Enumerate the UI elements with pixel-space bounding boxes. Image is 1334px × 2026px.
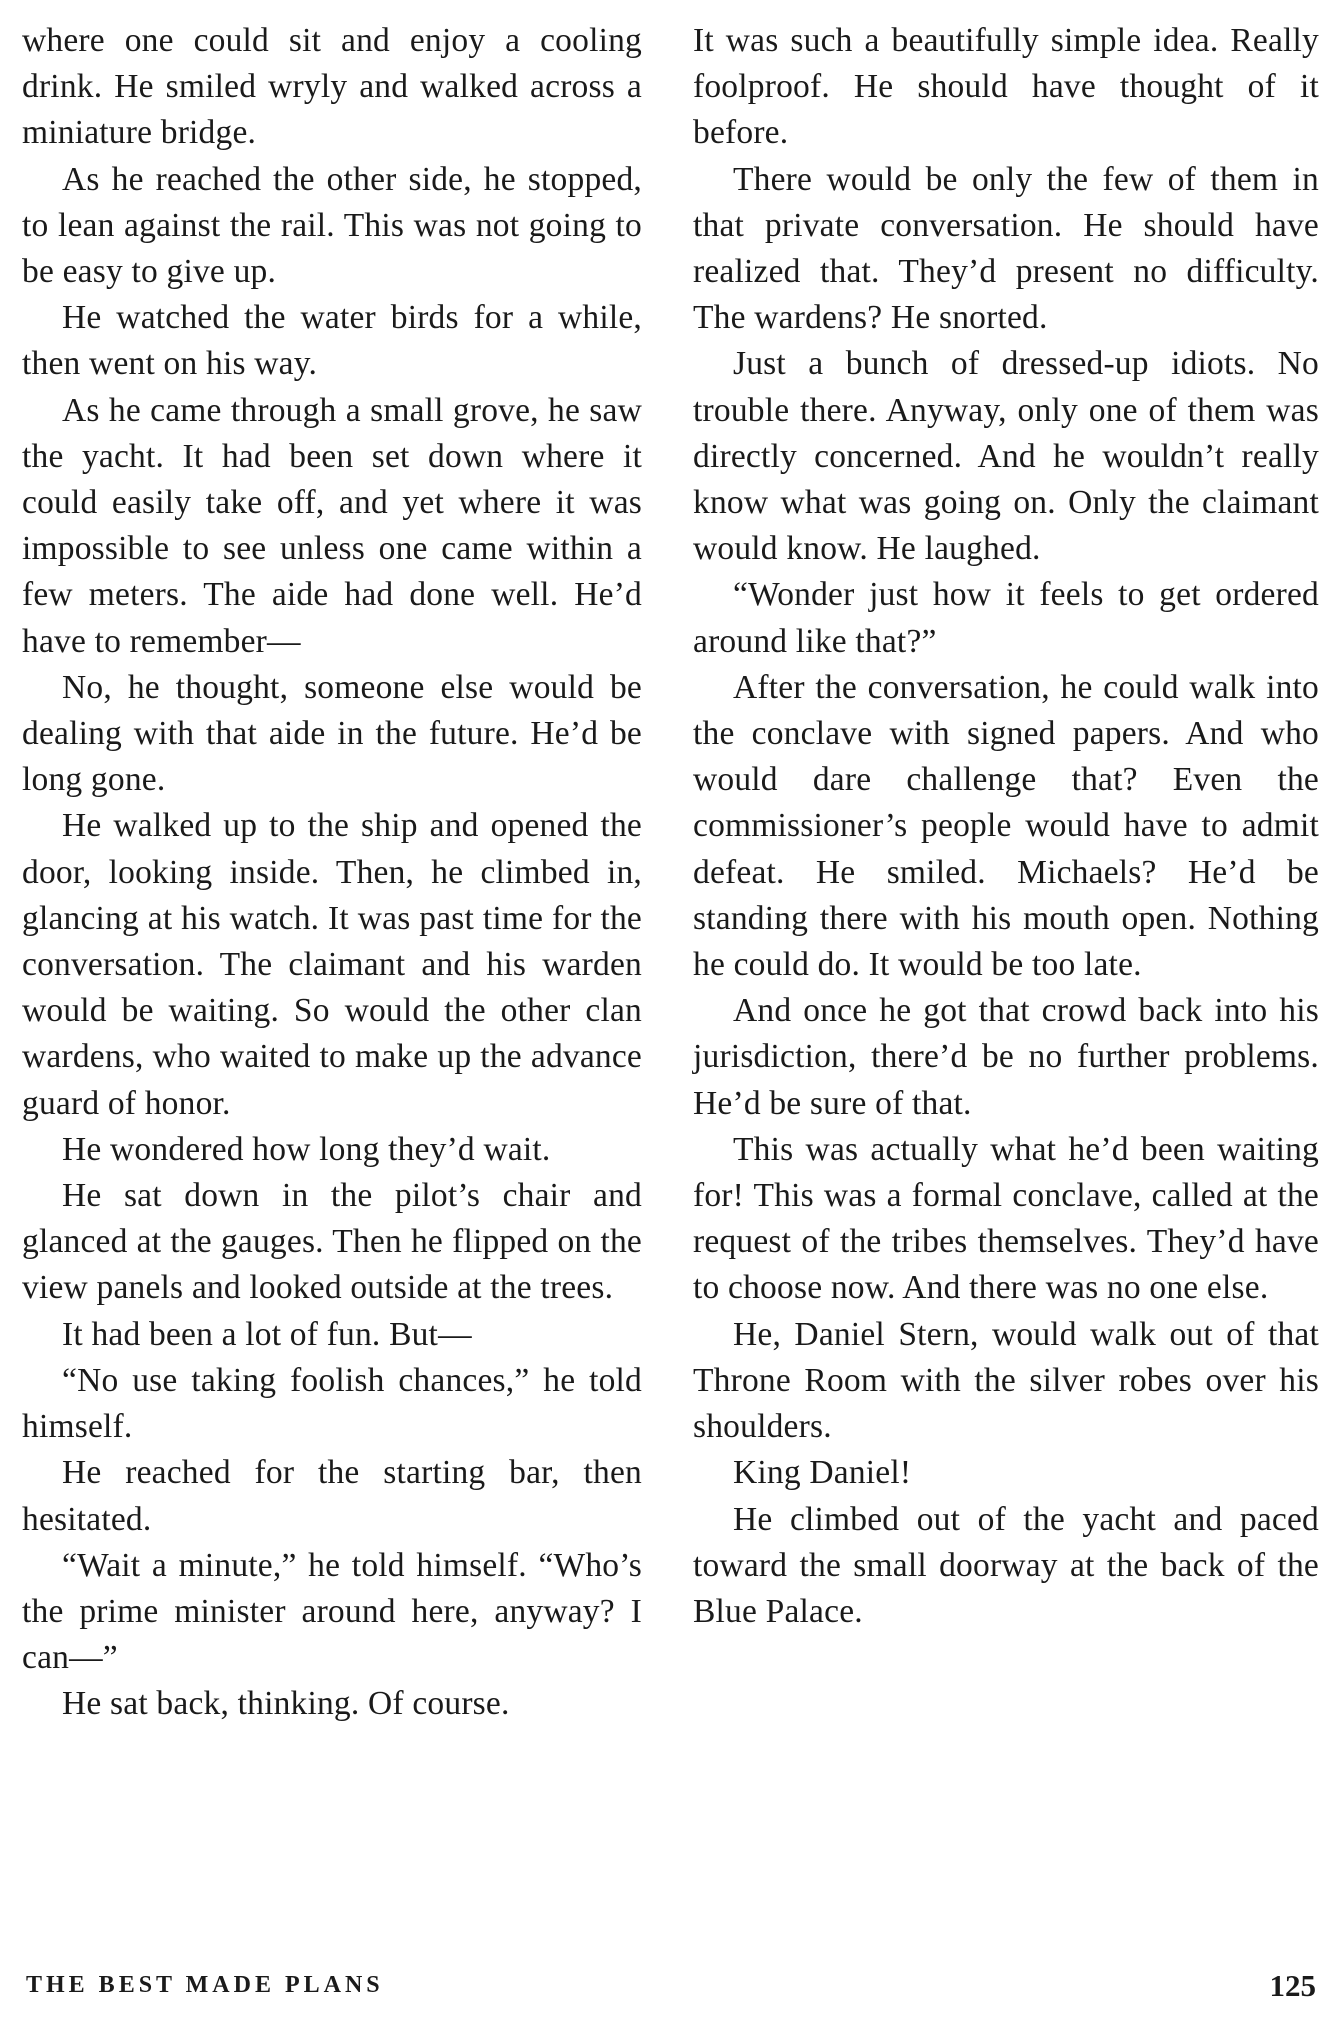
running-head: THE BEST MADE PLANS: [26, 1972, 384, 1998]
paragraph: As he came through a small grove, he saw the yacht. It had been set down where it could easily take off, and yet where it was impossible to see unless one came within a few meters. The aide had done well. He’d have to remember—: [22, 391, 642, 660]
paragraph: He watched the water birds for a while, then went on his way.: [22, 299, 642, 383]
paragraph: He sat back, thinking. Of course.: [62, 1685, 510, 1723]
paragraph: He, Daniel Stern, would walk out of that Throne Room with the silver robes over his shoulders.: [693, 1315, 1319, 1446]
paragraph: After the conversation, he could walk into the conclave with signed papers. And who would dare challenge that? Even the commissioner’s people would have to admit defeat. He smiled. Michaels? He’d be standing there with his mouth open. Nothing he could do. It would be too late.: [693, 668, 1319, 984]
paragraph: It had been a lot of fun. But—: [62, 1315, 472, 1353]
paragraph: King Daniel!: [733, 1454, 912, 1492]
paragraph: He wondered how long they’d wait.: [62, 1130, 551, 1168]
paragraph: There would be only the few of them in that private conversation. He should have realized that. They’d present no difficulty. The wardens? He snorted.: [693, 160, 1319, 337]
paragraph: “No use taking foolish chances,” he told himself.: [22, 1361, 642, 1446]
paragraph: He climbed out of the yacht and paced toward the small doorway at the back of the Blue Palace.: [693, 1500, 1319, 1630]
paragraph: He sat down in the pilot’s chair and glanced at the gauges. Then he flipped on the view panels and looked outside at the trees.: [22, 1177, 642, 1307]
paragraph: Just a bunch of dressed-up idiots. No trouble there. Anyway, only one of them was directly concerned. And he wouldn’t really know what was going on. Only the claimant would know. He laughed.: [693, 345, 1319, 568]
paragraph: This was actually what he’d been waiting for! This was a formal conclave, called at the request of the tribes themselves. They’d have to choose now. And there was no one else.: [693, 1130, 1319, 1307]
page-number: 125: [1269, 1968, 1316, 2003]
paragraph: And once he got that crowd back into his jurisdiction, there’d be no further problems. He’d be sure of that.: [693, 992, 1319, 1122]
paragraph: “Wait a minute,” he told himself. “Who’s the prime minister around here, anyway? I can—”: [22, 1546, 642, 1677]
paragraph: where one could sit and enjoy a cooling drink. He smiled wryly and walked across a miniature bridge.: [22, 22, 642, 152]
right-text-column: [693, 18, 1319, 1635]
left-text-column: [22, 18, 642, 1728]
paragraph: He reached for the starting bar, then hesitated.: [22, 1454, 642, 1538]
page-footer: [0, 1968, 1334, 2012]
paragraph: As he reached the other side, he stopped, to lean against the rail. This was not going to be easy to give up.: [22, 160, 642, 291]
paragraph: He walked up to the ship and opened the door, looking inside. Then, he climbed in, glancing at his watch. It was past time for the conversation. The claimant and his warden would be waiting. So would the other clan wardens, who waited to make up the advance guard of honor.: [22, 807, 642, 1122]
paragraph: “Wonder just how it feels to get ordered around like that?”: [693, 576, 1319, 660]
paragraph: It was such a beautifully simple idea. Really foolproof. He should have thought of it before.: [693, 22, 1319, 152]
paragraph: No, he thought, someone else would be dealing with that aide in the future. He’d be long gone.: [22, 668, 642, 799]
